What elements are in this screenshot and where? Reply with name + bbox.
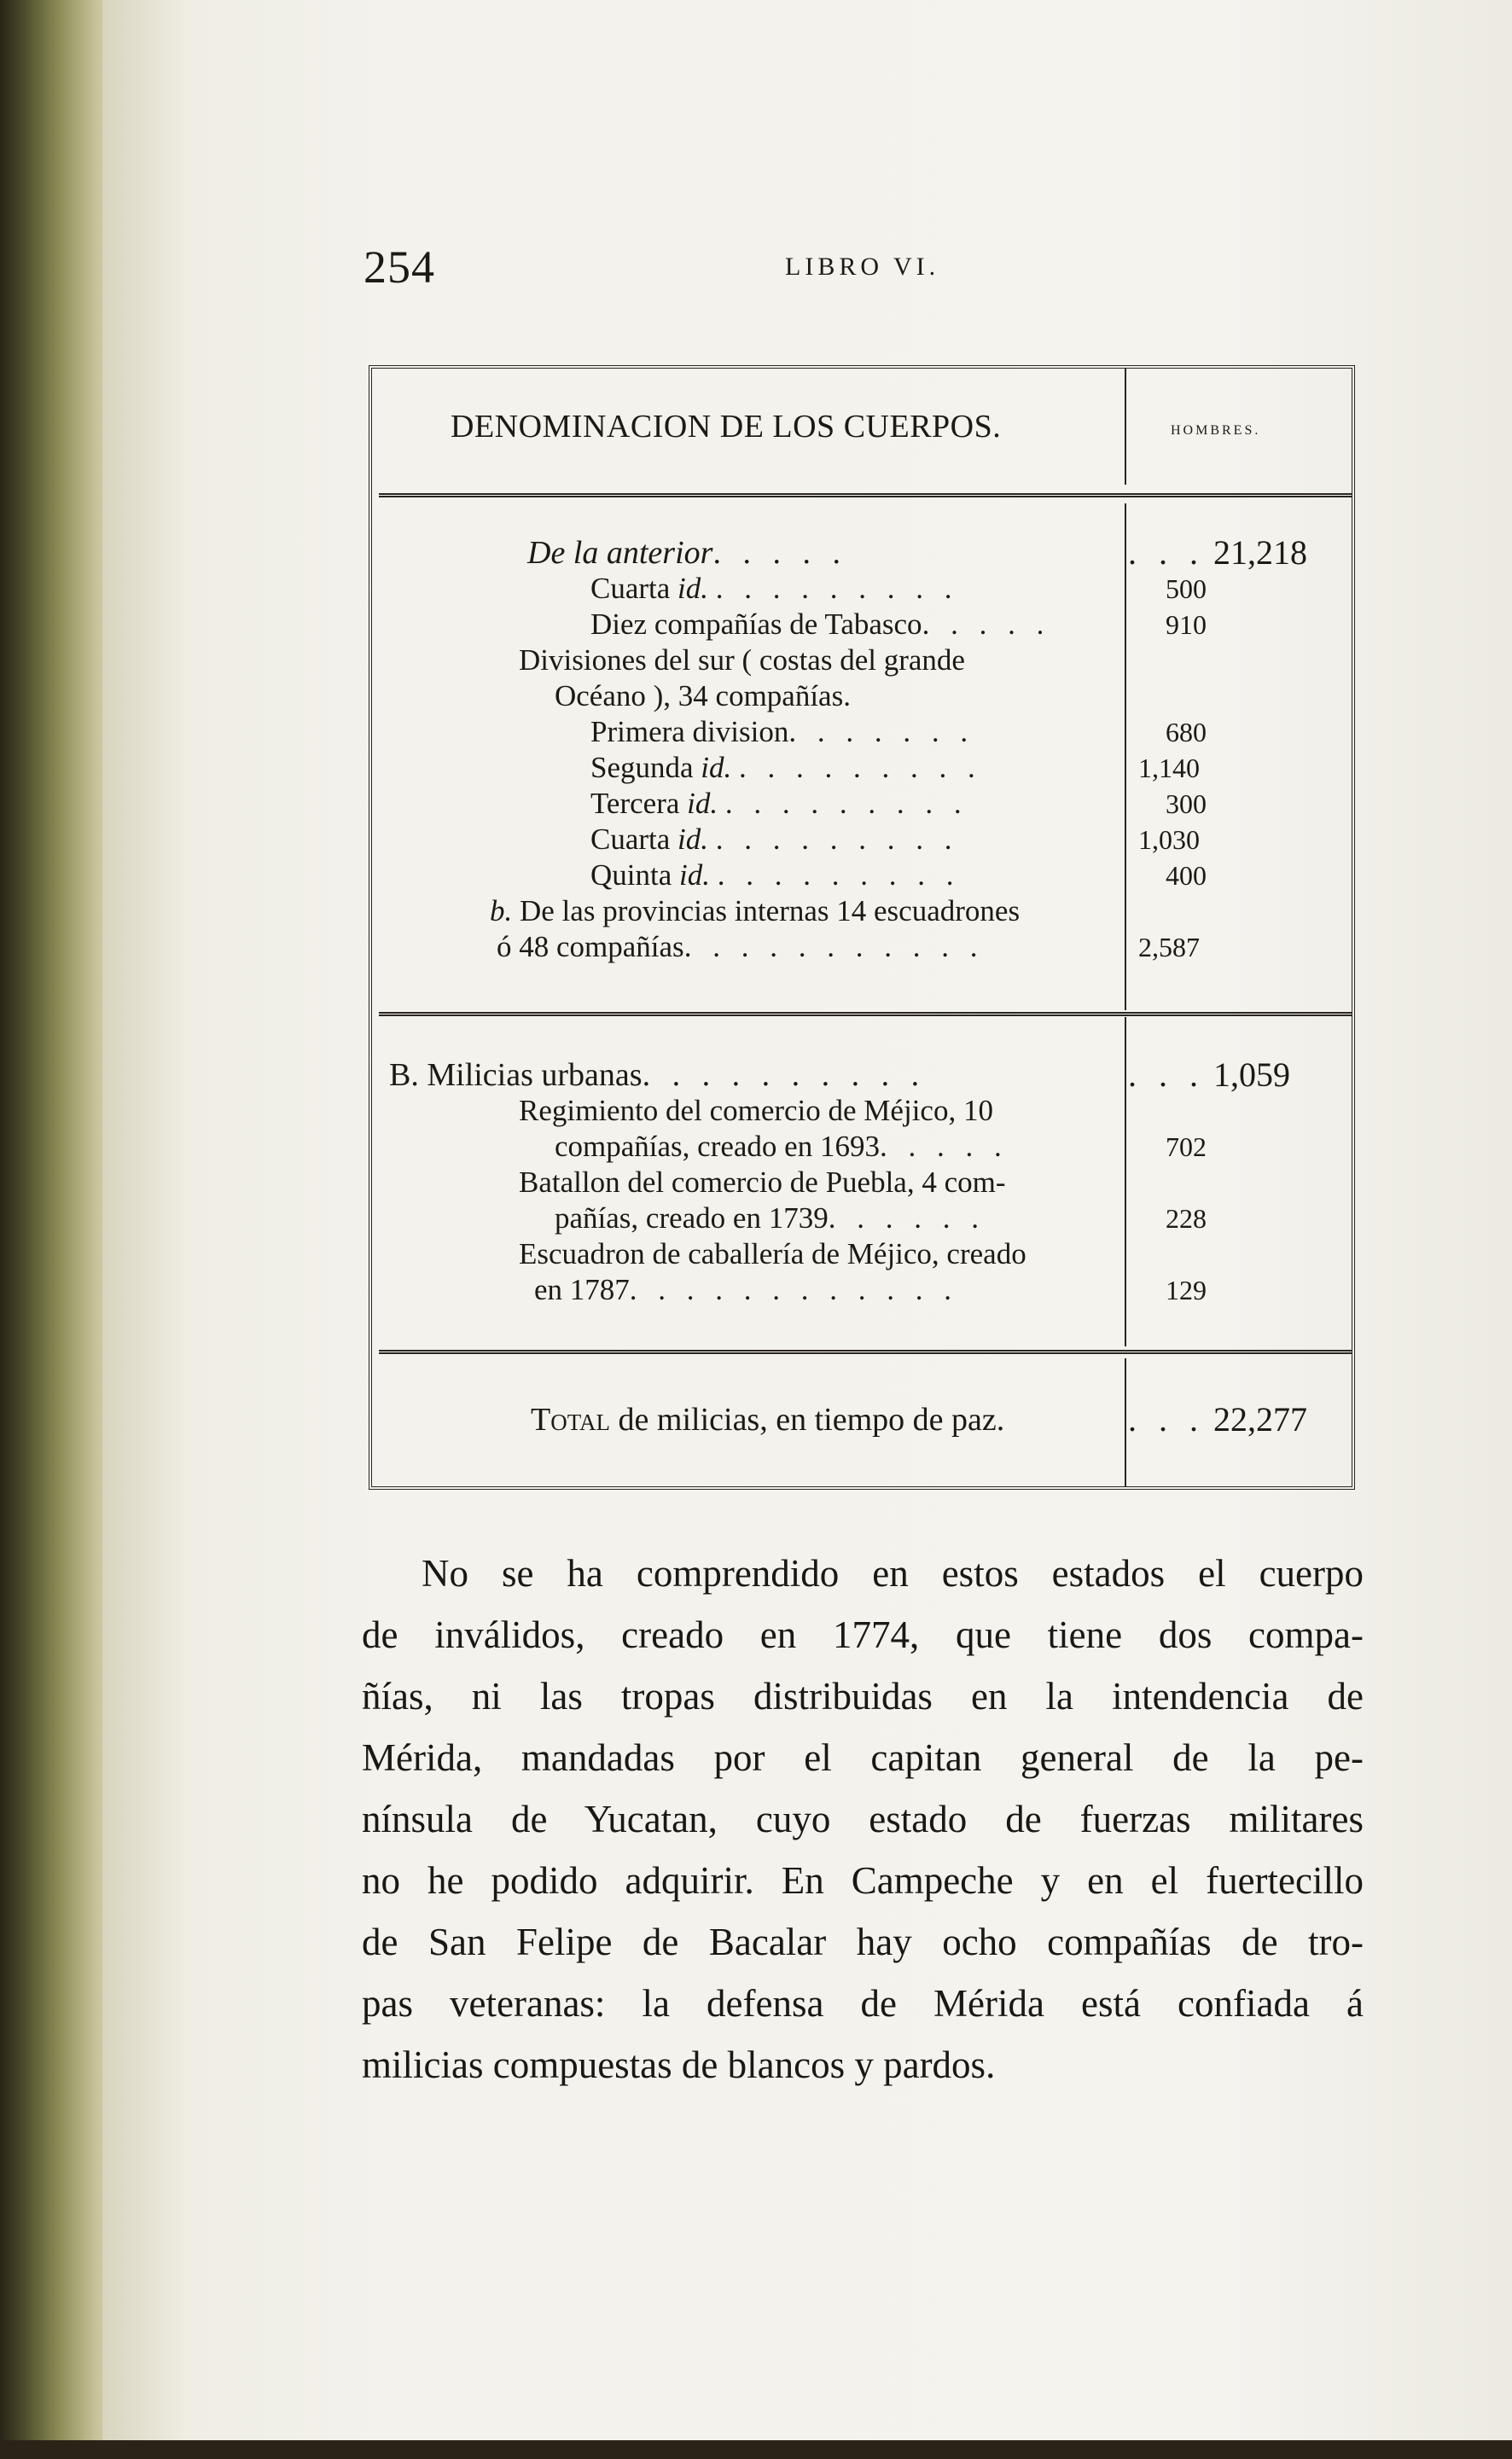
table-row: Cuarta id. . . . . . . . . . [590,572,959,605]
grand-total: . . . 22,277 [1128,1400,1307,1439]
row-value: 500 [1166,573,1207,604]
column-divider [1125,1358,1126,1486]
table-row: Tercera id. . . . . . . . . . [590,787,968,820]
table-row: b. De las provincias internas 14 escuadrones [490,894,1021,927]
column-divider [1125,503,1126,1010]
row-value: 129 [1166,1275,1207,1305]
table-row: en 1787. . . . . . . . . . . . [534,1273,959,1306]
carry-dots: . . . . . [712,535,847,571]
table-row: Escuadron de caballería de Méjico, creado [519,1237,1026,1270]
section-rule [379,1012,1352,1016]
table-header-label: DENOMINACION DE LOS CUERPOS. [451,409,1002,445]
row-value: 2,587 [1138,932,1200,962]
table-row-section-b: B. Milicias urbanas. . . . . . . . . . [389,1057,927,1093]
paragraph-line: ñías, ni las tropas distribuidas en la intendencia de [362,1675,1364,1718]
total-label-smallcaps: Total [531,1402,611,1438]
row-value: 910 [1166,609,1207,640]
book-bottom-edge [0,2440,1512,2459]
total-rule [379,1350,1352,1354]
paragraph-line: de San Felipe de Bacalar hay ocho compañías de tro- [362,1921,1364,1963]
table-row: pañías, creado en 1739. . . . . . [555,1201,986,1235]
table-row: Segunda id. . . . . . . . . . [590,751,982,784]
table-row: Diez compañías de Tabasco. . . . . [590,607,1051,641]
table-row-total [531,1403,1004,1437]
paragraph-line: no he podido adquirir. En Campeche y en el fuertecillo [362,1859,1364,1902]
table-row: ó 48 compañías. . . . . . . . . . . [497,930,985,963]
running-head: LIBRO VI. [785,253,940,281]
row-value: 1,140 [1138,753,1200,783]
row-value: 1,030 [1138,824,1200,855]
table-row: Cuarta id. . . . . . . . . . [590,823,959,856]
row-value: 228 [1166,1203,1207,1234]
militia-table [369,365,1355,1490]
page-header [256,241,1357,292]
table-row: Quinta id. . . . . . . . . . [590,858,961,892]
table-row-carry [527,536,847,570]
table-header-hombres: HOMBRES. [1171,423,1261,438]
table-row: Regimiento del comercio de Méjico, 10 [519,1094,993,1127]
table-row: compañías, creado en 1693. . . . . [555,1130,1009,1163]
column-divider [1125,369,1126,485]
paragraph-line: No se ha comprendido en estos estados el cuerpo [422,1552,1364,1595]
row-value: 300 [1166,788,1207,819]
table-row: Divisiones del sur ( costas del grande [519,643,965,677]
paragraph-line: pas veteranas: la defensa de Mérida está confiada á [362,1982,1364,2025]
section-b-total: . . . 1,059 [1128,1055,1290,1094]
paragraph-line: nínsula de Yucatan, cuyo estado de fuerzas militares [362,1798,1364,1840]
paragraph-line: Mérida, mandadas por el capitan general de la pe- [362,1736,1364,1779]
total-label: de milicias, en tiempo de paz. [618,1402,1005,1438]
row-value: 702 [1166,1131,1207,1162]
page-number: 254 [363,241,435,293]
carry-total: . . . 21,218 [1128,533,1307,572]
section-b-total-value: 1,059 [1213,1055,1290,1094]
table-row: Primera division. . . . . . . [590,715,975,748]
carry-total-value: 21,218 [1213,533,1307,572]
table-row: Océano ), 34 compañías. [555,679,851,712]
row-value: 680 [1166,717,1207,747]
column-divider [1125,1017,1126,1346]
paragraph-line: milicias compuestas de blancos y pardos. [362,2043,996,2086]
header-rule [379,493,1352,497]
paragraph-line: de inválidos, creado en 1774, que tiene dos compa- [362,1613,1364,1656]
row-value: 400 [1166,860,1207,891]
grand-total-value: 22,277 [1213,1400,1307,1439]
carry-label: De la anterior [527,535,713,571]
table-row: Batallon del comercio de Puebla, 4 com- [519,1166,1006,1199]
body-paragraph [362,1543,1364,2096]
